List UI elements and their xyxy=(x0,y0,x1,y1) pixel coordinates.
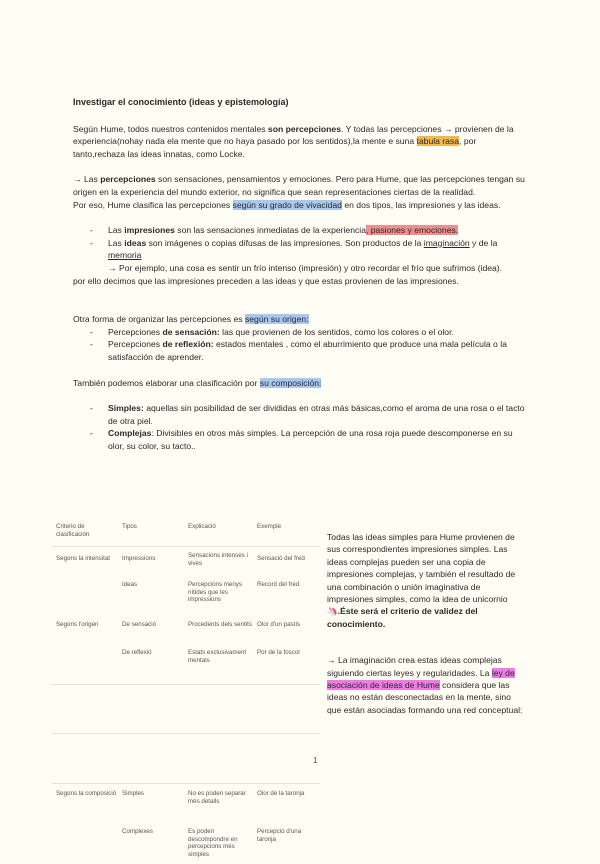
list-origen xyxy=(73,326,528,364)
table-row: Complexes Es poden descompondre en percepcions més simples Percepció d'una taronja xyxy=(122,828,302,858)
text-run: . Y todas las percepciones → provienen de la experiencia(nohay nada ela mente que no haya pasado por los sentidos),la mente e suna xyxy=(73,123,514,147)
text-run: son sensaciones, pensamientos y emociones. Pero para Hume, que las percepciones tengan su origen en la experiencia del mundo exterior, no significa que sean representaciones ciertas de la realidad. xyxy=(73,174,525,197)
paragraph-conclusion: por ello decimos que las impresiones preceden a las ideas y que estas provienen de las impresiones. xyxy=(73,275,459,286)
paragraph-hume-percepciones xyxy=(73,123,528,161)
side-text-column xyxy=(327,531,527,716)
table-header-cell: Tipos xyxy=(122,523,137,530)
underline-imaginacion: imaginación xyxy=(423,237,470,248)
table-header-cell: Criterio de clasificación xyxy=(56,523,90,538)
list-item: - Simples: aquellas sin posibilidad de ser divididas en otras más básicas,como el aroma de una rosa o el tacto de otra piel. xyxy=(73,402,528,427)
table-row: Segons la intensitat Impressions Sensacions intenses i vives Sensació del fred xyxy=(56,552,305,567)
paragraph-imaginacion: → La imaginación crea estas ideas complejas siguiendo ciertas leyes y regularidades. La ley de asociación de ideas de Hume considera que las ideas no están desconectadas en la mente, sino que están asociadas formando una red conceptual: xyxy=(327,655,523,715)
table-row: Segons la composició Simples No es poden separar més detalls Olor de la taronja xyxy=(52,783,320,824)
table-header-row xyxy=(52,519,320,547)
list-item: - Las ideas son imágenes o copias difusas de las impresiones. Son productos de la imaginación y de la memoria → Por ejemplo, una cosa es sentir un frío intenso (impresión) y otro recordar el frío que sufrimos (idea). xyxy=(73,237,528,275)
example-text: → Por ejemplo, una cosa es sentir un frío intenso (impresión) y otro recordar el frío que sufrimos (idea). xyxy=(108,262,503,273)
underline-memoria: memoria xyxy=(108,250,142,261)
highlight-vivacidad: según su grado de vivacidad xyxy=(232,199,342,210)
table-header-cell: Exemple xyxy=(257,523,282,530)
table-row: Ideas Percepcions menys nítides que les impressions Record del fred xyxy=(122,581,300,604)
classification-table xyxy=(52,519,320,864)
table-row: De reflexió Estats exclusivament mentals Por de la foscor xyxy=(52,645,320,685)
highlight-pasiones: , pasiones y emociones. xyxy=(365,225,459,236)
text-run: Según Hume, todos nuestros contenidos mentales xyxy=(73,123,268,134)
list-item: - Complejas: Divisibles en otros más simples. La percepción de una rosa roja puede descomponerse en su olor, su color, su tacto.. xyxy=(73,427,528,452)
bold-run: percepciones xyxy=(100,174,156,185)
list-composicion xyxy=(73,402,528,452)
list-item: - Las impresiones son las sensaciones inmediatas de la experiencia, pasiones y emociones. xyxy=(73,224,528,237)
main-text-column xyxy=(73,96,528,452)
highlight-tabula-rasa: tabula rasa xyxy=(416,136,460,147)
text-run: → Las xyxy=(73,174,101,185)
highlight-composicion: su composición: xyxy=(259,377,322,388)
paragraph-origen: Otra forma de organizar las percepciones es según su origen: xyxy=(73,314,309,325)
paragraph-ideas-simples: Todas las ideas simples para Hume provienen de sus correspondientes impresiones simples. Las ideas complejas pueden ser una copia de impresiones complejas, y también el resultado de una combinación o unión imaginativa de impresiones simples, como la idea de unicornio🦄.Éste será el criterio de validez del conocimiento. xyxy=(327,532,516,629)
table-empty-row xyxy=(52,685,320,734)
text-run: en dos tipos, las impresiones y las ideas. xyxy=(341,199,501,210)
paragraph-composicion: También podemos elaborar una clasificación por su composición: xyxy=(73,377,322,388)
highlight-origen: según su origen: xyxy=(244,314,309,325)
paragraph-vivacidad xyxy=(73,199,528,212)
list-impresiones-ideas xyxy=(73,224,528,274)
document-title: Investigar el conocimiento (ideas y epistemología) xyxy=(73,97,289,107)
highlight-ley-asociacion: ley de asociación de ideas de Hume xyxy=(327,667,515,691)
table-row: Segons l'origen De sensació Procedents dels sentits Olor d'un pastís xyxy=(56,621,301,628)
list-item: - Percepciones de sensación: las que provienen de los sentidos, como los colores o el olor. xyxy=(73,326,528,339)
table-header-cell: Explicació xyxy=(188,523,216,530)
list-item: - Percepciones de reflexión: estados mentales , como el aburrimiento que produce una mala película o la satisfacción de aprender. xyxy=(73,338,528,363)
bold-run: son percepciones xyxy=(267,123,341,134)
paragraph-percepciones-definicion xyxy=(73,173,528,198)
unicorn-icon: 🦄 xyxy=(327,606,338,617)
page-number: 1 xyxy=(313,756,318,765)
text-run: , por tanto,rechaza las ideas innatas, como Locke. xyxy=(73,136,477,159)
text-run: Por eso, Hume clasifica las percepciones xyxy=(73,199,233,210)
